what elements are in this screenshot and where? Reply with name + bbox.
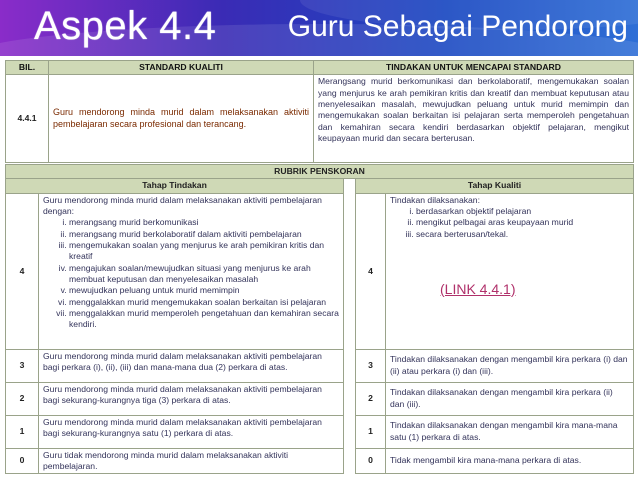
rubric-table [5,164,634,474]
header-standard: STANDARD KUALITI [49,61,314,75]
score-1: 1 [6,415,39,448]
quality-1-text: Tindakan dilaksanakan dengan mengambil kira mana-mana satu (1) perkara di atas. [386,415,634,448]
column-gap [344,193,356,349]
list-item: i. merangsang murid berkomunikasi [69,217,339,228]
list-item: iii. secara berterusan/tekal. [416,229,629,240]
list-item: vii. menggalakkan murid memperoleh pengetahuan dan kemahiran secara kendiri. [69,308,339,331]
list-item: ii. merangsang murid berkolaboratif dalam aktiviti pembelajaran [69,229,339,240]
quality-score-0: 0 [356,448,386,474]
score-3: 3 [6,349,39,382]
quality-3-text: Tindakan dilaksanakan dengan mengambil kira perkara (i) dan (ii) atau perkara (i) dan (iii). [386,349,634,382]
list-item: vi. menggalakkan murid mengemukakan soalan berkaitan isi pelajaran [69,297,339,308]
quality-0-text: Tidak mengambil kira mana-mana perkara di atas. [386,448,634,474]
quality-score-1: 1 [356,415,386,448]
table-row [6,382,634,415]
quality-4-cell [386,193,634,349]
quality-4-intro: Tindakan dilaksanakan: [390,194,480,205]
column-gap [344,415,356,448]
header-tahap-tindakan: Tahap Tindakan [6,179,344,193]
table-row [6,349,634,382]
quality-score-3: 3 [356,349,386,382]
list-item: iv. mengajukan soalan/mewujudkan situasi yang menjurus ke arah membuat keputusan dan menyelesaikan masalah [69,263,339,286]
column-gap [344,179,356,193]
table-row [6,415,634,448]
quality-2-text: Tindakan dilaksanakan dengan mengambil kira perkara (ii) dan (iii). [386,382,634,415]
rubric-title: RUBRIK PENSKORAN [6,165,634,179]
table-row [6,448,634,474]
list-item: i. berdasarkan objektif pelajaran [416,206,629,217]
score-4-intro: Guru mendorong minda murid dalam melaksanakan aktiviti pembelajaran dengan: [43,194,322,217]
column-gap [344,349,356,382]
column-gap [344,382,356,415]
link-4-4-1[interactable]: (LINK 4.4.1) [440,281,516,297]
header-tindakan: TINDAKAN UNTUK MENCAPAI STANDARD [314,61,634,75]
aspect-title: Aspek 4.4 [34,4,217,48]
score-4-list [43,217,339,330]
standard-table [5,60,634,163]
quality-4-list [390,206,629,240]
aspect-subtitle: Guru Sebagai Pendorong [287,10,628,43]
score-1-action: Guru mendorong minda murid dalam melaksanakan aktiviti pembelajaran bagi sekurang-kurangnya satu (1) perkara di atas. [39,415,344,448]
tindakan-text: Merangsang murid berkomunikasi dan berkolaboratif, mengemukakan soalan yang menjurus ke arah pemikiran kritis dan kreatif dan membuat keputusan atau menyelesaikan masalah, mewujudkan peluang untuk murid memimpin dan mengemukakan soalan berkaitan isi pelajaran serta memperoleh pengetahuan dan kemahiran secara kendiri berdasarkan objektif pelajaran, mengikut keupayaan murid dan secara berterusan. [314,75,634,163]
quality-score-4: 4 [356,193,386,349]
quality-score-2: 2 [356,382,386,415]
header-bil: BIL. [6,61,49,75]
score-4: 4 [6,193,39,349]
score-2: 2 [6,382,39,415]
standard-text: Guru mendorong minda murid dalam melaksanakan aktiviti pembelajaran secara profesional dan terancang. [49,75,314,163]
header-tahap-kualiti: Tahap Kualiti [356,179,634,193]
score-0: 0 [6,448,39,474]
list-item: iii. mengemukakan soalan yang menjurus ke arah pemikiran kritis dan kreatif [69,240,339,263]
column-gap [344,448,356,474]
title-banner [0,0,638,56]
row-bil: 4.4.1 [6,75,49,163]
score-2-action: Guru mendorong minda murid dalam melaksanakan aktiviti pembelajaran bagi sekurang-kurangnya tiga (3) perkara di atas. [39,382,344,415]
score-0-action: Guru tidak mendorong minda murid dalam melaksanakan aktiviti pembelajaran. [39,448,344,474]
list-item: v. mewujudkan peluang untuk murid memimpin [69,285,339,296]
score-4-action [39,193,344,349]
score-3-action: Guru mendorong minda murid dalam melaksanakan aktiviti pembelajaran bagi perkara (i), (ii), (iii) dan mana-mana dua (2) perkara di atas. [39,349,344,382]
list-item: ii. mengikut pelbagai aras keupayaan murid [416,217,629,228]
